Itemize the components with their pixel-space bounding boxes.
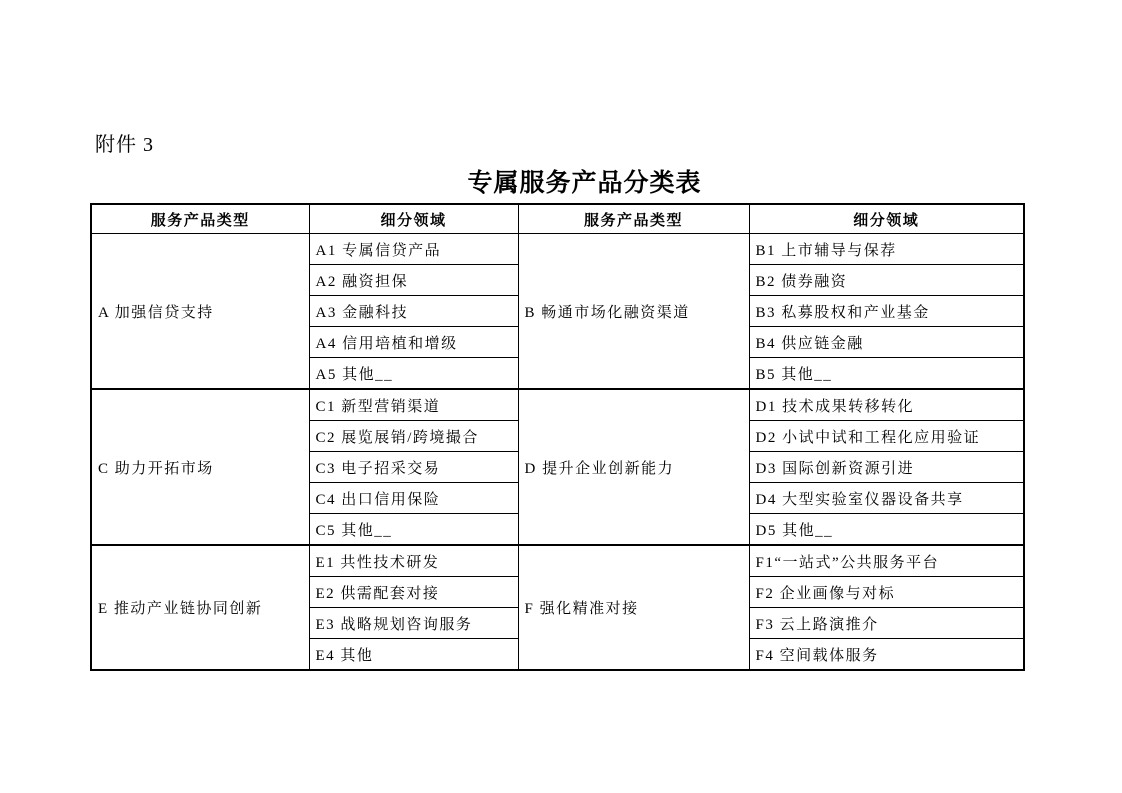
subfield-cell-c2: C2 展览展销/跨境撮合 — [309, 421, 518, 452]
page-title: 专属服务产品分类表 — [467, 169, 702, 197]
category-cell-b: B 畅通市场化融资渠道 — [518, 234, 749, 390]
subfield-cell-a5: A5 其他__ — [309, 358, 518, 390]
subfield-cell-f1: F1“一站式”公共服务平台 — [749, 545, 1024, 577]
subfield-cell-d4: D4 大型实验室仪器设备共享 — [749, 483, 1024, 514]
column-header-subfield-left: 细分领域 — [309, 204, 518, 234]
subfield-cell-c3: C3 电子招采交易 — [309, 452, 518, 483]
column-header-service-type-right: 服务产品类型 — [518, 204, 749, 234]
subfield-cell-d2: D2 小试中试和工程化应用验证 — [749, 421, 1024, 452]
subfield-cell-f3: F3 云上路演推介 — [749, 608, 1024, 639]
table-row — [91, 545, 1024, 577]
subfield-cell-a2: A2 融资担保 — [309, 265, 518, 296]
subfield-cell-c5: C5 其他__ — [309, 514, 518, 546]
subfield-cell-e2: E2 供需配套对接 — [309, 577, 518, 608]
subfield-cell-f2: F2 企业画像与对标 — [749, 577, 1024, 608]
subfield-cell-a3: A3 金融科技 — [309, 296, 518, 327]
table-row — [91, 389, 1024, 421]
subfield-cell-c4: C4 出口信用保险 — [309, 483, 518, 514]
subfield-cell-d5: D5 其他__ — [749, 514, 1024, 546]
subfield-cell-b2: B2 债券融资 — [749, 265, 1024, 296]
category-cell-c: C 助力开拓市场 — [91, 389, 309, 545]
subfield-cell-c1: C1 新型营销渠道 — [309, 389, 518, 421]
subfield-cell-b5: B5 其他__ — [749, 358, 1024, 390]
subfield-cell-e3: E3 战略规划咨询服务 — [309, 608, 518, 639]
subfield-cell-f4: F4 空间载体服务 — [749, 639, 1024, 671]
subfield-cell-a1: A1 专属信贷产品 — [309, 234, 518, 265]
subfield-cell-b3: B3 私募股权和产业基金 — [749, 296, 1024, 327]
subfield-cell-d1: D1 技术成果转移转化 — [749, 389, 1024, 421]
table-row — [91, 234, 1024, 265]
subfield-cell-b4: B4 供应链金融 — [749, 327, 1024, 358]
column-header-subfield-right: 细分领域 — [749, 204, 1024, 234]
subfield-cell-a4: A4 信用培植和增级 — [309, 327, 518, 358]
subfield-cell-b1: B1 上市辅导与保荐 — [749, 234, 1024, 265]
category-cell-a: A 加强信贷支持 — [91, 234, 309, 390]
category-cell-e: E 推动产业链协同创新 — [91, 545, 309, 670]
category-cell-f: F 强化精准对接 — [518, 545, 749, 670]
subfield-cell-d3: D3 国际创新资源引进 — [749, 452, 1024, 483]
column-header-service-type-left: 服务产品类型 — [91, 204, 309, 234]
classification-table — [90, 203, 1025, 671]
subfield-cell-e1: E1 共性技术研发 — [309, 545, 518, 577]
category-cell-d: D 提升企业创新能力 — [518, 389, 749, 545]
header-row — [91, 204, 1024, 234]
subfield-cell-e4: E4 其他 — [309, 639, 518, 671]
attachment-label: 附件 3 — [95, 134, 154, 156]
